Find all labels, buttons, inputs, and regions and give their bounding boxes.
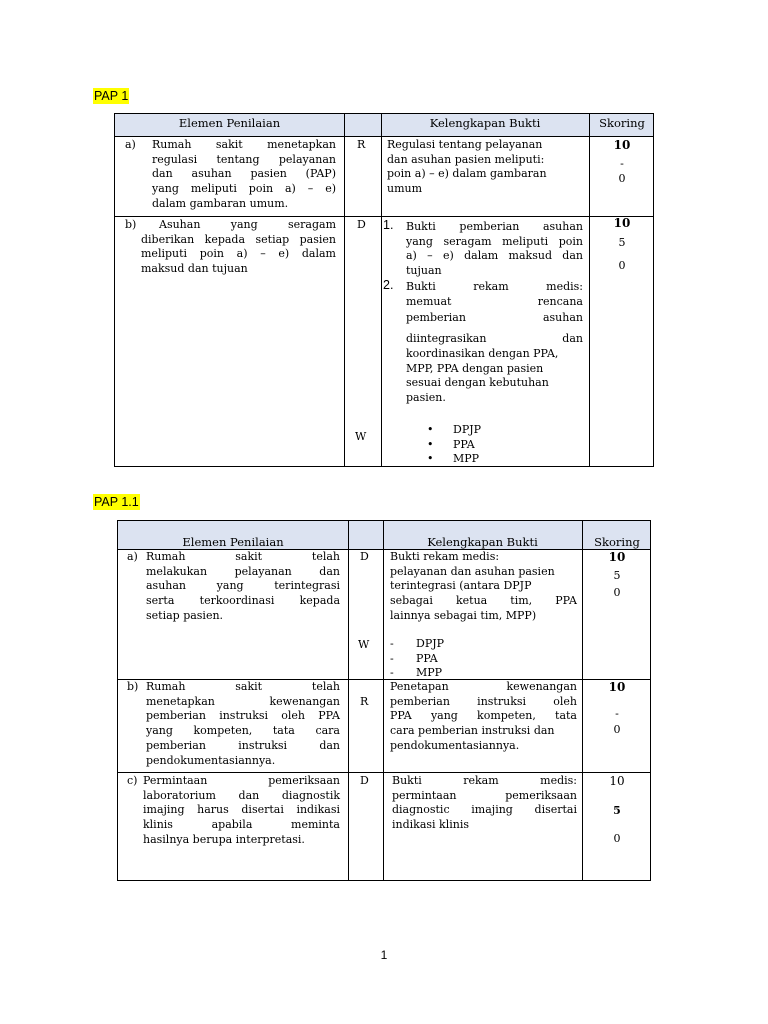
score-mid: 5 (613, 569, 621, 582)
list-item: - MPP (390, 666, 443, 680)
row-label: c) (127, 774, 138, 787)
score-min: 0 (618, 259, 626, 272)
bukti-text: Bukti rekam medis: pelayanan dan asuhan pasien terintegrasi (antara DPJP sebagai ketua tim, PPA lainnya sebagai tim, MPP) (390, 550, 577, 622)
elemen-text: Rumah sakit telah melakukan pelayanan dan asuhan yang terintegrasi serta terkoordinasi kepada setiap pasien. (146, 550, 340, 622)
bukti-text: Regulasi tentang pelayanan dan asuhan pasien meliputi: poin a) – e) dalam gambaran umum (387, 138, 547, 196)
score-mid: 5 (618, 236, 626, 249)
page-number: 1 (380, 948, 388, 962)
row-label: a) (125, 138, 136, 151)
pap-1-1-table (117, 520, 651, 881)
pap-1-table (114, 113, 654, 467)
score-mid: 5 (613, 804, 621, 817)
numbered-item: 2. Bukti rekam medis: memuat rencana pemberian asuhan diintegrasikan dan koordinasikan dengan PPA, MPP, PPA dengan pasien sesuai dengan kebutuhan pasien. (383, 278, 583, 404)
evidence-code: R (360, 695, 369, 708)
row-label: b) (127, 680, 139, 693)
score-max: 10 (613, 138, 631, 152)
evidence-code: D (360, 550, 369, 563)
score-min: 0 (613, 586, 621, 599)
section-heading-pap-1: PAP 1 (94, 89, 129, 103)
score-min: 0 (613, 832, 621, 845)
elemen-text: Rumah sakit telah menetapkan kewenangan pemberian instruksi oleh PPA yang kompeten, tata cara pemberian instruksi dan pendokumentasiannya. (146, 680, 340, 767)
evidence-code: W (355, 430, 367, 443)
evidence-code: W (358, 638, 370, 651)
numbered-item: 1. Bukti pemberian asuhan yang seragam meliputi poin a) – e) dalam maksud dan tujuan (383, 218, 583, 278)
list-item: - DPJP (390, 637, 445, 650)
score-min: 0 (613, 723, 621, 736)
evidence-code: R (357, 138, 366, 151)
evidence-code: D (357, 218, 366, 231)
list-item: • MPP (427, 452, 480, 466)
elemen-text: Asuhan yang seragam diberikan kepada setiap pasien meliputi poin a) – e) dalam maksud dan tujuan (141, 218, 336, 276)
row-label: a) (127, 550, 138, 563)
column-header-bukti: Kelengkapan Bukti (429, 116, 541, 130)
score-mid: - (620, 157, 624, 170)
elemen-text: Rumah sakit menetapkan regulasi tentang pelayanan dan asuhan pasien (PAP) yang meliputi poin a) – e) dalam gambaran umum. (152, 138, 336, 210)
score-max: 10 (608, 680, 626, 694)
list-item: • PPA (427, 437, 475, 451)
score-mid: - (615, 707, 619, 720)
score-min: 0 (618, 172, 626, 185)
evidence-code: D (360, 774, 369, 787)
column-header-skoring: Skoring (594, 535, 640, 549)
score-max: 10 (608, 550, 626, 564)
bukti-text: Penetapan kewenangan pemberian instruksi oleh PPA yang kompeten, tata cara pemberian instruksi dan pendokumentasiannya. (390, 680, 577, 752)
column-header-elemen: Elemen Penilaian (182, 535, 284, 549)
section-heading-pap-1-1: PAP 1.1 (94, 495, 139, 509)
column-header-elemen: Elemen Penilaian (178, 116, 281, 130)
dash-list (388, 637, 538, 681)
row-label: b) (125, 218, 137, 231)
score-max: 10 (613, 216, 631, 230)
elemen-text: Permintaan pemeriksaan laboratorium dan diagnostik imajing harus disertai indikasi klinis apabila meminta hasilnya berupa interpretasi. (143, 774, 340, 846)
bullet-list (425, 423, 575, 467)
bukti-text: Bukti rekam medis: permintaan pemeriksaan diagnostic imajing disertai indikasi klinis (392, 774, 577, 832)
list-item: • DPJP (427, 423, 482, 436)
list-item: - PPA (390, 651, 438, 665)
column-header-bukti: Kelengkapan Bukti (427, 535, 538, 549)
column-header-skoring: Skoring (599, 116, 645, 130)
score-max: 10 (609, 774, 625, 788)
